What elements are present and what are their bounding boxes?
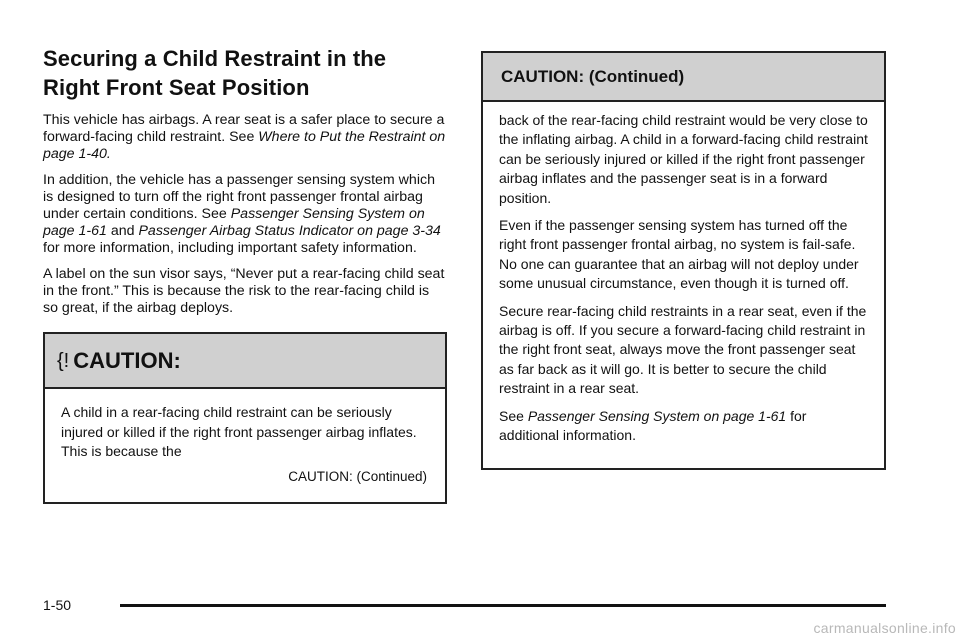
caution-body: [45, 389, 445, 502]
caution-continued-title: CAUTION: (Continued): [501, 66, 685, 86]
watermark: carmanualsonline.info: [813, 620, 956, 636]
caution-header: [45, 334, 445, 389]
reference-link: Passenger Airbag Status Indicator on page 3-34: [138, 223, 441, 239]
footer-rule: [120, 604, 886, 607]
paragraph-sun-visor: A label on the sun visor says, “Never put a rear-facing child seat in the front.” This is because the risk to the rear-facing child is so great, if the airbag deploys.: [43, 266, 445, 316]
page-number: 1-50: [43, 597, 72, 613]
left-column: [43, 44, 447, 504]
paragraph-text: for additional information.: [499, 407, 807, 444]
caution-text: A child in a rear-facing child restraint can be seriously injured or killed if the right front passenger airbag inflates. This is because the: [61, 404, 417, 459]
paragraph-text: In addition, the vehicle has a passenger sensing system which is designed to turn off the right front passenger frontal airbag under certain conditions. See: [43, 172, 435, 222]
paragraph-sensing-system: [43, 172, 447, 257]
caution-text: back of the rear-facing child restraint would be very close to the inflating airbag. A child in a forward-facing child restraint can be seriously injured or killed if the right front passenger airbag inflates and the passenger seat is in a forward position.: [499, 112, 868, 206]
caution-text: Even if the passenger sensing system has turned off the right front passenger frontal airbag, no system is fail-safe. No one can guarantee that an airbag will not deploy under some unusual circumstance, even though it is turned off.: [499, 217, 859, 292]
caution-continued-header: [483, 53, 884, 102]
caution-text: Secure rear-facing child restraints in a rear seat, even if the airbag is off. If you secure a forward-facing child restraint in the right front seat, always move the front passenger seat as far back as it will go. It is better to secure the child restraint in a rear seat.: [499, 302, 867, 397]
paragraph-text: for more information, including important safety information.: [43, 240, 417, 256]
caution-box: [43, 332, 447, 504]
caution-text: [499, 407, 868, 446]
right-column: [481, 51, 886, 470]
caution-continued-note: CAUTION: (Continued): [288, 468, 427, 484]
caution-title: CAUTION:: [73, 347, 181, 373]
paragraph-text: This vehicle has airbags. A rear seat is a safer place to secure a forward-facing child restraint. See: [43, 112, 445, 145]
paragraph-text: and: [106, 223, 139, 239]
reference-link: Passenger Sensing System on page 1-61: [527, 407, 787, 424]
paragraph-airbags: [43, 112, 447, 163]
caution-continued-body: [483, 102, 884, 468]
reference-link: Where to Put the Restraint on page 1-40.: [43, 129, 446, 162]
caution-continued-box: [481, 51, 886, 470]
warning-icon: {!: [57, 349, 70, 372]
section-heading: Securing a Child Restraint in the Right Front Seat Position: [43, 46, 387, 100]
reference-link: Passenger Sensing System on page 1-61: [43, 206, 425, 239]
paragraph-text: See: [499, 407, 528, 424]
